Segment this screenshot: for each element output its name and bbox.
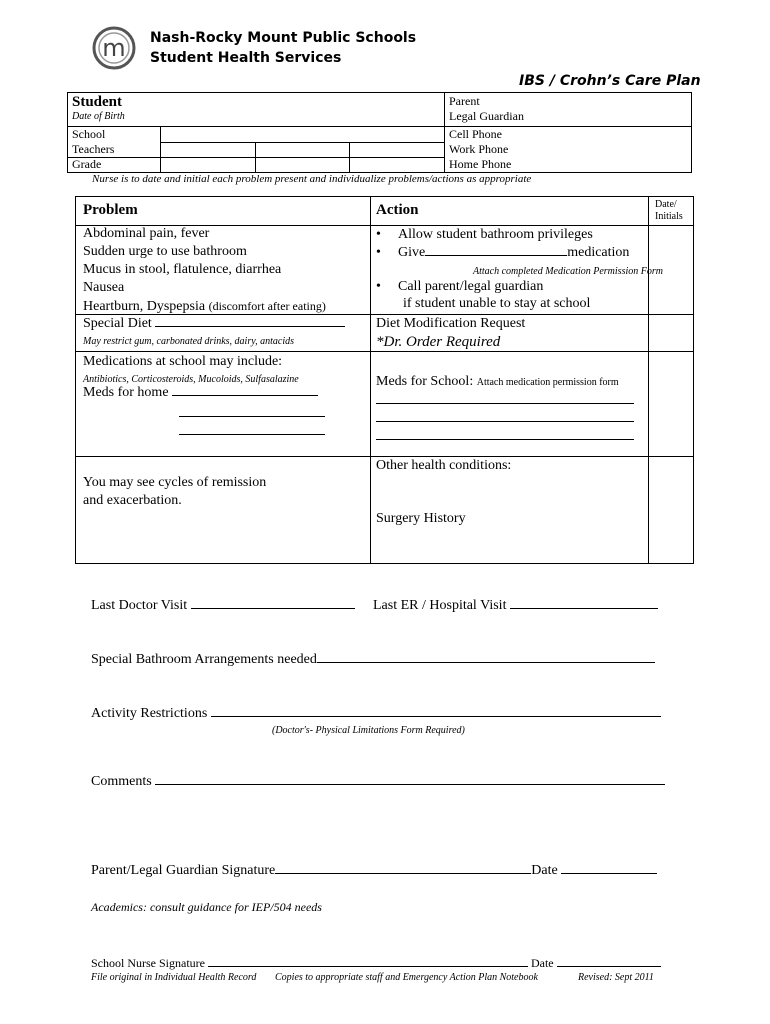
work-phone-label: Work Phone [449, 142, 509, 156]
guardian-info-table [444, 92, 692, 173]
problem-header: Problem [83, 202, 138, 218]
meds-home-line [179, 434, 325, 435]
grade-label: Grade [72, 157, 102, 171]
revised-date: Revised: Sept 2011 [578, 972, 654, 983]
action-attach-note: Attach completed Medication Permission Form [473, 266, 663, 277]
action-unable: if student unable to stay at school [403, 296, 591, 311]
meds-intro: Medications at school may include: [83, 354, 283, 369]
district-name: Nash-Rocky Mount Public Schools [150, 30, 417, 46]
guardian-label: Legal Guardian [449, 109, 524, 123]
care-plan-grid [75, 196, 694, 564]
parent-signature-field[interactable]: Parent/Legal Guardian Signature Date [91, 863, 657, 879]
page-title: IBS / Crohn’s Care Plan [519, 73, 701, 89]
diet-modification: Diet Modification Request [376, 316, 526, 331]
symptom-item: Nausea [83, 280, 125, 295]
meds-school-line [376, 403, 634, 404]
meds-school-line [376, 439, 634, 440]
activity-note: (Doctor's- Physical Limitations Form Required) [272, 725, 465, 736]
school-label: School [72, 127, 106, 141]
parent-label: Parent [449, 94, 480, 108]
academics-note: Academics: consult guidance for IEP/504 needs [91, 900, 322, 914]
last-doctor-visit-field[interactable]: Last Doctor Visit [91, 598, 355, 614]
meds-school-line [376, 421, 634, 422]
surgery-history: Surgery History [376, 511, 466, 526]
date-header-line1: Date/ [655, 199, 677, 210]
remission-text: You may see cycles of remission [83, 475, 267, 490]
last-er-visit-field[interactable]: Last ER / Hospital Visit [373, 598, 658, 614]
meds-home-line [179, 416, 325, 417]
cell-phone-label: Cell Phone [449, 127, 502, 141]
bathroom-arrangements-field[interactable]: Special Bathroom Arrangements needed [91, 652, 655, 668]
action-give: • Give medication [376, 245, 630, 260]
heartburn-text: Heartburn, Dyspepsia [83, 299, 206, 314]
heartburn-note: (discomfort after eating) [208, 299, 326, 313]
remission-text: and exacerbation. [83, 493, 182, 508]
meds-school: Meds for School: Attach medication permission form [376, 374, 619, 389]
symptom-item: Mucus in stool, flatulence, diarrhea [83, 262, 282, 277]
nurse-instructions: Nurse is to date and initial each problem present and individualize problems/actions as appropriate [92, 173, 532, 185]
logo-letter: m [102, 34, 126, 62]
copies-note: Copies to appropriate staff and Emergency Action Plan Notebook [275, 972, 538, 983]
department-name: Student Health Services [150, 50, 342, 66]
meds-list: Antibiotics, Corticosteroids, Mucoloids, Sulfasalazine [83, 374, 299, 385]
bullet-icon: • [376, 227, 381, 242]
symptom-item [83, 297, 326, 316]
district-logo [92, 26, 136, 70]
student-label: Student [72, 94, 123, 110]
home-phone-label: Home Phone [449, 157, 512, 171]
meds-home: Meds for home [83, 384, 318, 402]
dr-order: *Dr. Order Required [376, 334, 501, 350]
action-call: • Call parent/legal guardian [376, 279, 544, 294]
dob-label: Date of Birth [72, 111, 125, 122]
action-header: Action [376, 202, 419, 218]
activity-restrictions-field[interactable]: Activity Restrictions [91, 706, 661, 722]
special-diet: Special Diet [83, 315, 345, 333]
nurse-signature-field[interactable]: School Nurse Signature Date [91, 956, 661, 971]
diet-note: May restrict gum, carbonated drinks, dairy, antacids [83, 336, 294, 347]
bullet-icon: • [376, 245, 381, 260]
bullet-icon: • [376, 279, 381, 294]
symptom-item: Sudden urge to use bathroom [83, 244, 247, 259]
teachers-label: Teachers [72, 142, 115, 156]
file-note: File original in Individual Health Record [91, 972, 257, 983]
other-conditions: Other health conditions: [376, 458, 512, 473]
date-header [655, 199, 683, 223]
date-header-line2: Initials [655, 211, 683, 222]
student-info-table [67, 92, 445, 173]
action-privileges: • Allow student bathroom privileges [376, 227, 593, 242]
comments-field[interactable]: Comments [91, 774, 665, 790]
symptom-item: Abdominal pain, fever [83, 226, 210, 241]
